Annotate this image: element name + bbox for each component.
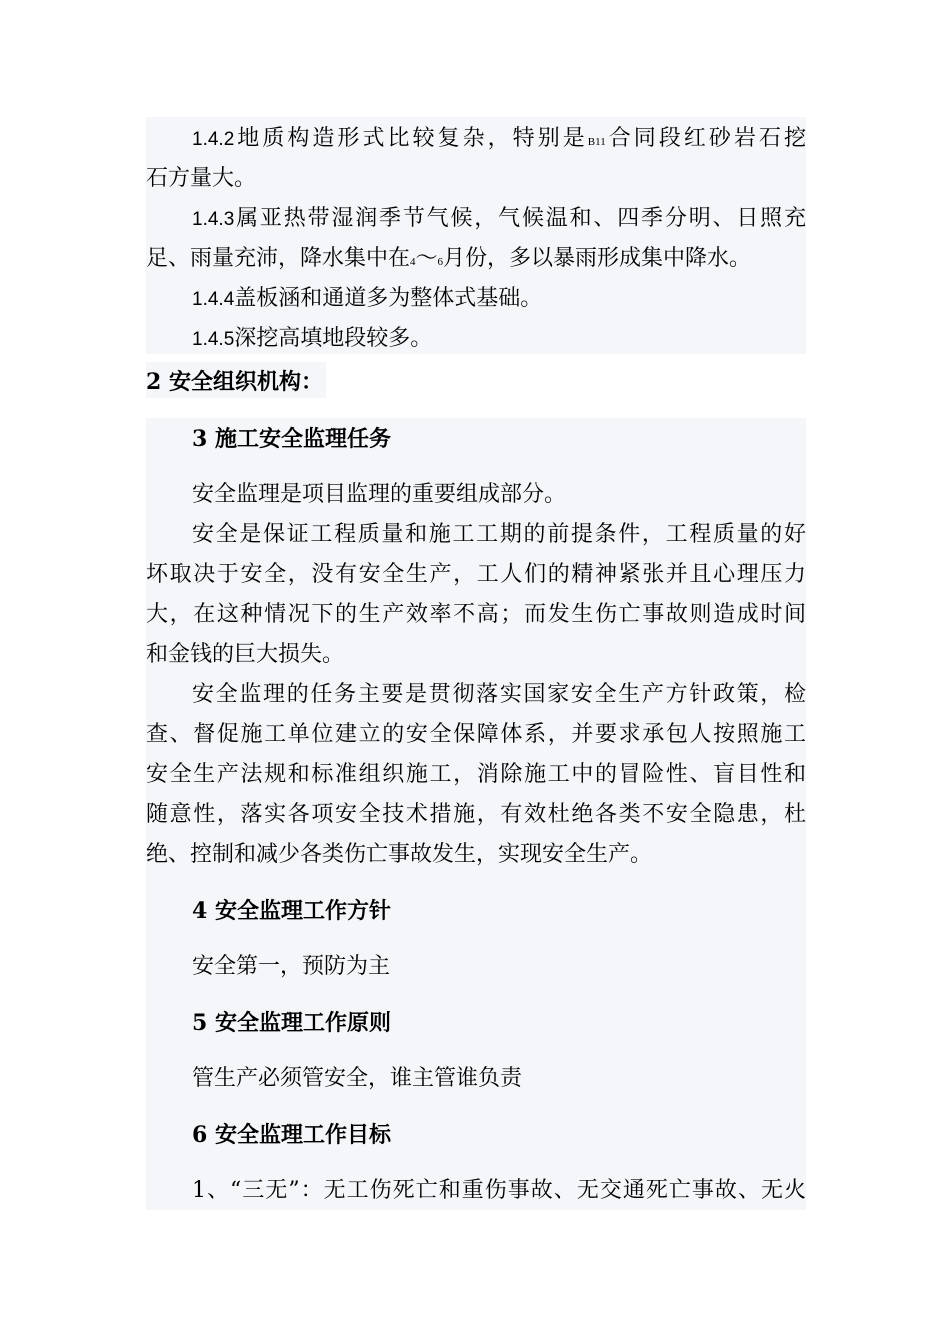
section-3-para-3-line-2: 查、督促施工单位建立的安全保障体系，并要求承包人按照施工 [146,722,806,747]
section-5-text: 管生产必须管安全，谁主管谁负责 [192,1066,523,1091]
section-5-heading: 5 安全监理工作原则 [192,1010,391,1036]
section-3-para-2-line-3: 大，在这种情况下的生产效率不高；而发生伤亡事故则造成时间 [146,602,806,627]
para-1-4-3-line-2: 足、雨量充沛，降水集中在4～6月份，多以暴雨形成集中降水。 [146,246,752,271]
para-1-4-4: 1.4.4盖板涵和通道多为整体式基础。 [192,286,543,311]
section-3-para-1: 安全监理是项目监理的重要组成部分。 [192,482,567,507]
section-3-para-3-line-1: 安全监理的任务主要是贯彻落实国家安全生产方针政策，检 [192,682,806,707]
section-3-heading: 3 施工安全监理任务 [192,426,391,452]
para-1-4-2-line-1: 1.4.2地质构造形式比较复杂，特别是B11合同段红砂岩石挖 [192,126,806,151]
section-3-para-2-line-1: 安全是保证工程质量和施工工期的前提条件，工程质量的好 [192,522,806,547]
para-number: 1.4.5 [192,329,235,350]
para-1-4-2-line-2: 石方量大。 [146,166,257,191]
section-3-para-3-line-5: 绝、控制和减少各类伤亡事故发生，实现安全生产。 [146,842,653,867]
para-number: 1.4.3 [192,209,235,230]
section-6-item-1: 1、“三无”：无工伤死亡和重伤事故、无交通死亡事故、无火 [192,1178,806,1203]
section-4-text: 安全第一，预防为主 [192,954,391,979]
section-3-para-3-line-3: 安全生产法规和标准组织施工，消除施工中的冒险性、盲目性和 [146,762,806,787]
section-4-heading: 4 安全监理工作方针 [192,898,391,924]
contract-code: B11 [587,136,606,148]
month-start: 4 [410,256,416,268]
section-3-para-3-line-4: 随意性，落实各项安全技术措施，有效杜绝各类不安全隐患，杜 [146,802,806,827]
section-6-heading: 6 安全监理工作目标 [192,1122,391,1148]
para-1-4-3-line-1: 1.4.3属亚热带湿润季节气候，气候温和、四季分明、日照充 [192,206,806,231]
para-1-4-5: 1.4.5深挖高填地段较多。 [192,326,433,351]
para-number: 1.4.4 [192,289,235,310]
section-3-para-2-line-2: 坏取决于安全，没有安全生产，工人们的精神紧张并且心理压力 [146,562,806,587]
month-end: 6 [437,256,444,268]
para-number: 1.4.2 [192,129,235,150]
section-3-para-2-line-4: 和金钱的巨大损失。 [146,642,345,667]
section-2-heading: 2 安全组织机构： [146,369,323,395]
